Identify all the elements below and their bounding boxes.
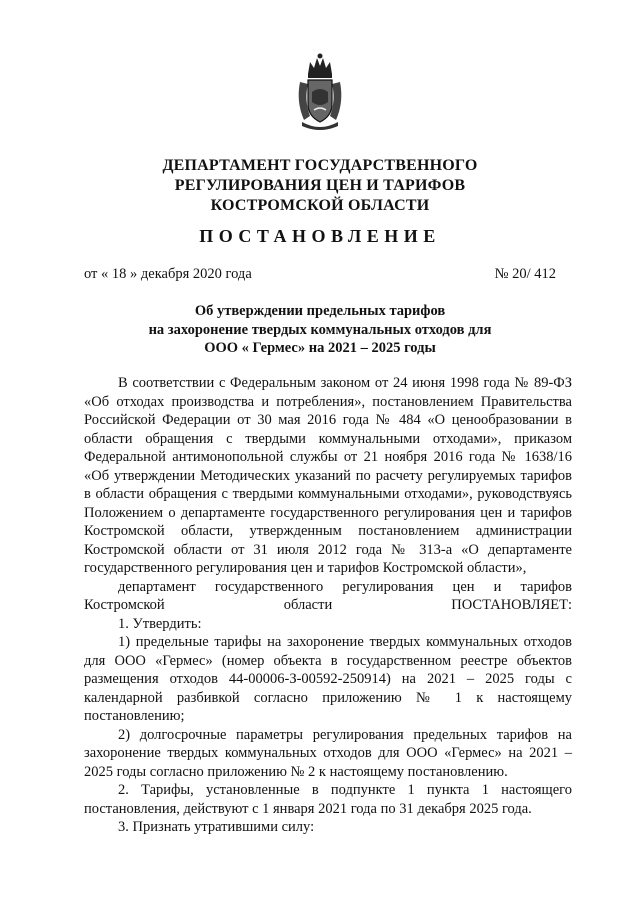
title-line-2: на захоронение твердых коммунальных отходов для	[148, 321, 492, 338]
title-line-3: ООО « Гермес» на 2021 – 2025 годы	[204, 340, 436, 356]
document-date: от « 18 » декабря 2020 года	[84, 266, 252, 282]
preamble-paragraph: В соответствии с Федеральным законом от 24 июня 1998 года № 89-ФЗ «Об отходах производства и потребления», постановлением Правительства Российской Федерации от 30 мая 2016 года № 484 «О ценообразовании в области обращения с твердыми коммунальными отходами», приказом Федеральной антимонопольной службы от 21 ноября 2016 года № 1638/16 «Об утверждении Методических указаний по расчету регулируемых тарифов в области обращения с твердыми коммунальными отходами», руководствуясь Положением о департаменте государственного регулирования цен и тарифов Костромской области, утвержденным постановлением администрации Костромской области от 31 июля 2012 года № 313-а «О департаменте государственного регулирования цен и тарифов Костромской области»,	[84, 375, 572, 576]
item-3-paragraph: 3. Признать утратившими силу:	[118, 819, 315, 835]
document-body	[84, 374, 572, 837]
resolution-paragraph: департамент государственного регулирования цен и тарифов Костромской области ПОСТАНОВЛЯЕТ:	[84, 578, 572, 613]
item-2-paragraph: 2. Тарифы, установленные в подпункте 1 пункта 1 настоящего постановления, действуют с 1 января 2021 года по 31 декабря 2025 года.	[84, 782, 572, 817]
coat-of-arms-icon	[294, 52, 346, 132]
department-name	[0, 156, 640, 216]
department-line-1: ДЕПАРТАМЕНТ ГОСУДАРСТВЕННОГО	[162, 157, 478, 174]
subitem-2-paragraph: 2) долгосрочные параметры регулирования предельных тарифов на захоронение твердых коммунальных отходов для ООО «Гермес» на 2021 – 2025 годы согласно приложению № 2 к настоящему постановлению.	[84, 726, 572, 780]
document-type: ПОСТАНОВЛЕНИЕ	[199, 226, 441, 246]
date-number-line	[84, 264, 556, 284]
subitem-1-paragraph: 1) предельные тарифы на захоронение твердых коммунальных отходов для ООО «Гермес» (номер объекта в государственном реестре объектов размещения отходов 44-00006-З-00592-250914) на 2021 – 2025 годы с календарной разбивкой согласно приложению № 1 к настоящему постановлению;	[84, 634, 572, 724]
document-number: № 20/ 412	[494, 266, 556, 282]
item-1-paragraph: 1. Утвердить:	[118, 615, 202, 632]
document-title	[0, 302, 640, 358]
title-line-1: Об утверждении предельных тарифов	[194, 303, 446, 319]
department-line-2: РЕГУЛИРОВАНИЯ ЦЕН И ТАРИФОВ	[174, 177, 466, 194]
department-line-3: КОСТРОМСКОЙ ОБЛАСТИ	[210, 197, 430, 214]
